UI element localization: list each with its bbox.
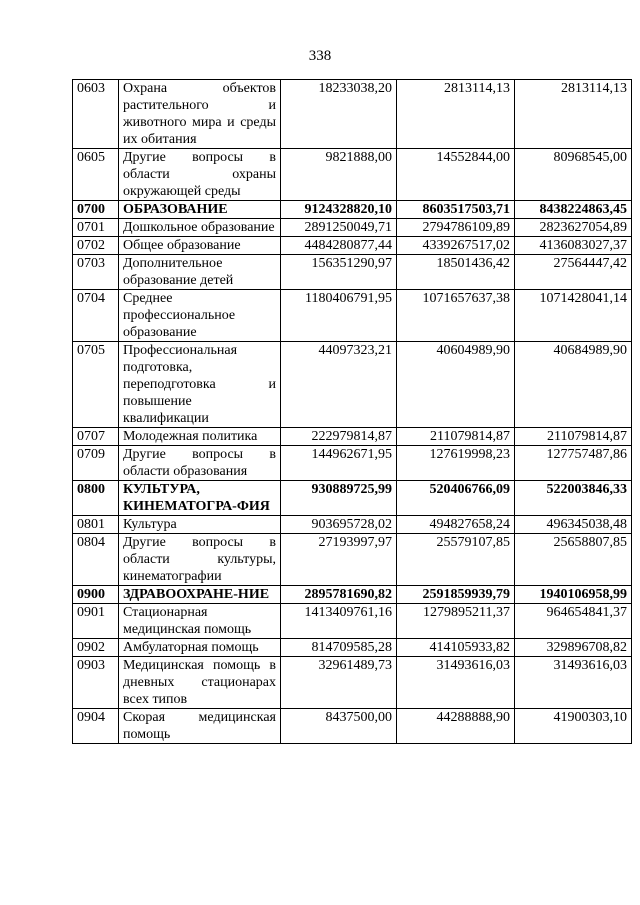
value-col-3: 41900303,10 bbox=[515, 709, 632, 744]
section-name: Амбулаторная помощь bbox=[119, 639, 281, 657]
value-col-1: 8437500,00 bbox=[281, 709, 397, 744]
section-name: Медицинская помощь в дневных стационарах всех типов bbox=[119, 657, 281, 709]
table-row bbox=[73, 446, 632, 481]
value-col-2: 2813114,13 bbox=[397, 80, 515, 149]
value-col-1: 2891250049,71 bbox=[281, 219, 397, 237]
value-col-3: 1071428041,14 bbox=[515, 290, 632, 342]
table-row bbox=[73, 534, 632, 586]
section-code: 0709 bbox=[73, 446, 119, 481]
value-col-3: 2813114,13 bbox=[515, 80, 632, 149]
section-code: 0703 bbox=[73, 255, 119, 290]
value-col-2: 211079814,87 bbox=[397, 428, 515, 446]
value-col-3: 522003846,33 bbox=[515, 481, 632, 516]
section-name: Другие вопросы в области образования bbox=[119, 446, 281, 481]
table-row bbox=[73, 604, 632, 639]
table-row bbox=[73, 149, 632, 201]
value-col-2: 1071657637,38 bbox=[397, 290, 515, 342]
section-name: Культура bbox=[119, 516, 281, 534]
value-col-2: 44288888,90 bbox=[397, 709, 515, 744]
budget-table bbox=[72, 79, 632, 744]
value-col-3: 1940106958,99 bbox=[515, 586, 632, 604]
section-code: 0700 bbox=[73, 201, 119, 219]
section-code: 0605 bbox=[73, 149, 119, 201]
value-col-2: 31493616,03 bbox=[397, 657, 515, 709]
table-row bbox=[73, 709, 632, 744]
section-name: Дополнительное образование детей bbox=[119, 255, 281, 290]
value-col-2: 40604989,90 bbox=[397, 342, 515, 428]
section-name: КУЛЬТУРА, КИНЕМАТОГРА-ФИЯ bbox=[119, 481, 281, 516]
table-row bbox=[73, 237, 632, 255]
value-col-2: 1279895211,37 bbox=[397, 604, 515, 639]
section-code: 0705 bbox=[73, 342, 119, 428]
value-col-3: 4136083027,37 bbox=[515, 237, 632, 255]
value-col-3: 25658807,85 bbox=[515, 534, 632, 586]
section-name: Скорая медицинская помощь bbox=[119, 709, 281, 744]
section-code: 0901 bbox=[73, 604, 119, 639]
value-col-1: 156351290,97 bbox=[281, 255, 397, 290]
value-col-1: 32961489,73 bbox=[281, 657, 397, 709]
section-name: Молодежная политика bbox=[119, 428, 281, 446]
section-name: Другие вопросы в области охраны окружающей среды bbox=[119, 149, 281, 201]
value-col-2: 520406766,09 bbox=[397, 481, 515, 516]
value-col-3: 964654841,37 bbox=[515, 604, 632, 639]
value-col-2: 494827658,24 bbox=[397, 516, 515, 534]
value-col-3: 2823627054,89 bbox=[515, 219, 632, 237]
section-name: Среднее профессиональное образование bbox=[119, 290, 281, 342]
page-number: 338 bbox=[308, 48, 332, 64]
table-row bbox=[73, 657, 632, 709]
section-name: Стационарная медицинская помощь bbox=[119, 604, 281, 639]
section-name: Профессиональная подготовка, переподготовка и повышение квалификации bbox=[119, 342, 281, 428]
value-col-2: 414105933,82 bbox=[397, 639, 515, 657]
section-name: Другие вопросы в области культуры, кинематографии bbox=[119, 534, 281, 586]
value-col-3: 27564447,42 bbox=[515, 255, 632, 290]
value-col-2: 2794786109,89 bbox=[397, 219, 515, 237]
table-row bbox=[73, 219, 632, 237]
value-col-1: 44097323,21 bbox=[281, 342, 397, 428]
section-code: 0804 bbox=[73, 534, 119, 586]
value-col-1: 814709585,28 bbox=[281, 639, 397, 657]
value-col-2: 14552844,00 bbox=[397, 149, 515, 201]
section-code: 0702 bbox=[73, 237, 119, 255]
value-col-3: 127757487,86 bbox=[515, 446, 632, 481]
value-col-1: 18233038,20 bbox=[281, 80, 397, 149]
section-code: 0904 bbox=[73, 709, 119, 744]
section-code: 0903 bbox=[73, 657, 119, 709]
section-code: 0707 bbox=[73, 428, 119, 446]
section-code: 0704 bbox=[73, 290, 119, 342]
section-code: 0902 bbox=[73, 639, 119, 657]
value-col-1: 27193997,97 bbox=[281, 534, 397, 586]
value-col-1: 9124328820,10 bbox=[281, 201, 397, 219]
value-col-3: 8438224863,45 bbox=[515, 201, 632, 219]
table-row bbox=[73, 516, 632, 534]
value-col-2: 18501436,42 bbox=[397, 255, 515, 290]
table-row bbox=[73, 428, 632, 446]
value-col-1: 1413409761,16 bbox=[281, 604, 397, 639]
value-col-3: 496345038,48 bbox=[515, 516, 632, 534]
value-col-3: 329896708,82 bbox=[515, 639, 632, 657]
section-name: Дошкольное образование bbox=[119, 219, 281, 237]
table-row-section bbox=[73, 481, 632, 516]
value-col-3: 40684989,90 bbox=[515, 342, 632, 428]
table-row-section bbox=[73, 201, 632, 219]
table-row bbox=[73, 255, 632, 290]
value-col-2: 127619998,23 bbox=[397, 446, 515, 481]
value-col-3: 211079814,87 bbox=[515, 428, 632, 446]
value-col-1: 903695728,02 bbox=[281, 516, 397, 534]
section-code: 0900 bbox=[73, 586, 119, 604]
section-name: Общее образование bbox=[119, 237, 281, 255]
section-name: ЗДРАВООХРАНЕ-НИЕ bbox=[119, 586, 281, 604]
value-col-1: 2895781690,82 bbox=[281, 586, 397, 604]
value-col-3: 31493616,03 bbox=[515, 657, 632, 709]
value-col-2: 4339267517,02 bbox=[397, 237, 515, 255]
table-row bbox=[73, 639, 632, 657]
value-col-1: 144962671,95 bbox=[281, 446, 397, 481]
value-col-1: 930889725,99 bbox=[281, 481, 397, 516]
section-name: ОБРАЗОВАНИЕ bbox=[119, 201, 281, 219]
value-col-1: 9821888,00 bbox=[281, 149, 397, 201]
value-col-3: 80968545,00 bbox=[515, 149, 632, 201]
value-col-1: 4484280877,44 bbox=[281, 237, 397, 255]
table-row bbox=[73, 342, 632, 428]
table-row bbox=[73, 290, 632, 342]
section-code: 0701 bbox=[73, 219, 119, 237]
value-col-1: 222979814,87 bbox=[281, 428, 397, 446]
value-col-1: 1180406791,95 bbox=[281, 290, 397, 342]
section-name: Охрана объектов растительного и животного мира и среды их обитания bbox=[119, 80, 281, 149]
value-col-2: 2591859939,79 bbox=[397, 586, 515, 604]
section-code: 0801 bbox=[73, 516, 119, 534]
section-code: 0603 bbox=[73, 80, 119, 149]
table-row-section bbox=[73, 586, 632, 604]
value-col-2: 8603517503,71 bbox=[397, 201, 515, 219]
table-row bbox=[73, 80, 632, 149]
section-code: 0800 bbox=[73, 481, 119, 516]
value-col-2: 25579107,85 bbox=[397, 534, 515, 586]
